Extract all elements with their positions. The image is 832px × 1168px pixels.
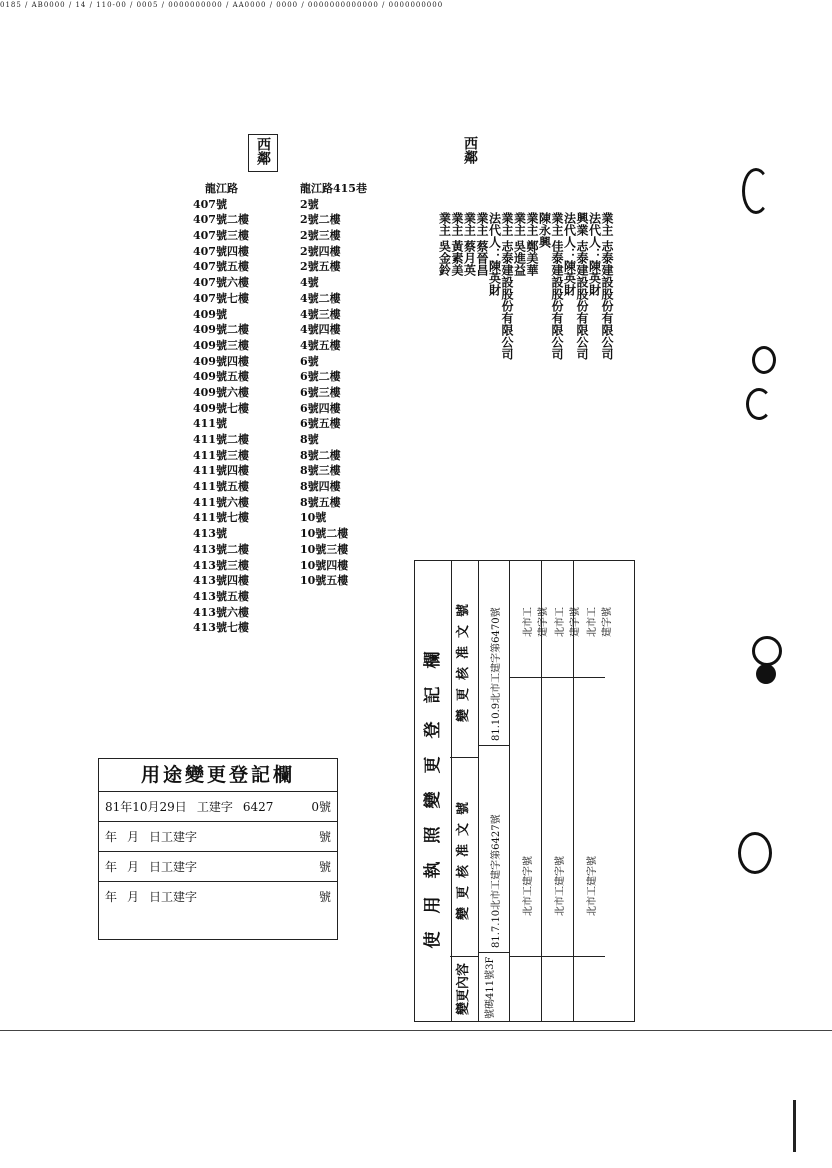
form-field-prefix: 年 [105,890,118,904]
binder-hole-mark [756,664,776,684]
table-cell: 北市工建字號 [523,607,549,637]
owner-entry: 業主 蔡晉昌 [475,212,489,277]
form-field-month: 月 [127,830,140,844]
table-cell: 號碼411號3F [479,952,509,1021]
col-header: 變更核准文號 [450,757,478,956]
address-entry: 10號五樓 [300,574,349,588]
address-entry: 8號二樓 [300,448,341,462]
owner-entry: 業主 黃素美 [450,212,464,277]
address-entry: 407號二樓 [193,213,249,227]
address-entry: 407號四樓 [193,244,249,258]
form-field-suffix: 0號 [311,800,331,814]
scan-mark [793,1100,796,1152]
address-entry: 409號三樓 [193,338,249,352]
address-entry: 6號三樓 [300,385,341,399]
form-field-prefix: 81年10月29日 [105,800,187,814]
address-entry: 6號五樓 [300,417,341,431]
address-entry: 409號 [193,307,227,321]
list-header: 龍江路 [205,182,238,195]
neighbor-tag-text: 西鄰 [255,137,271,165]
owner-entry: 業主 蔡月英 [462,212,477,277]
owner-entry: 興業 志泰建設股份有限公司 [575,212,589,361]
table-row [574,561,613,1021]
address-entry: 4號 [300,276,319,290]
address-entry: 6號四樓 [300,401,341,415]
neighbor-tag-left [248,134,278,172]
owner-entry: 業主 志泰建設股份有限公司 [500,212,514,361]
address-entry: 407號七樓 [193,291,249,305]
address-entry: 8號 [300,433,319,446]
owner-entry: 法代人：陳英財 [487,212,502,296]
table-row [510,561,549,1021]
neighbor-tag-right [460,136,484,168]
table-cell: 北市工建字號 [542,677,573,956]
form-field-mid: 日工建字 [149,890,198,904]
form-row [99,822,337,852]
usage-change-form [98,758,338,940]
address-list-longjiang [193,181,249,635]
form-field-mid: 工建字 [196,800,233,814]
address-entry: 4號三樓 [300,307,341,321]
address-entry: 10號三樓 [300,542,349,556]
header-strip: 0185 / AB0000 / 14 / 110-00 / 0005 / 0000000000 / AA0000 / 0000 / 0000000000000 / 0000000000 [0,1,444,9]
owner-entry: 陳永興 [537,212,552,248]
address-entry: 413號五樓 [193,589,249,603]
address-entry: 413號 [193,527,227,541]
form-row [99,852,337,882]
binder-hole-mark [746,388,772,420]
owner-entry: 法代人：陳英財 [562,212,577,296]
table-cell [510,956,541,1021]
owner-entry: 業主 吳進益 [512,212,527,277]
address-entry: 407號五樓 [193,260,249,274]
address-entry: 407號六樓 [193,276,249,290]
address-entry: 2號二樓 [300,213,341,227]
address-list-lane415 [300,181,367,588]
owner-entries [438,212,613,512]
col-header: 變更核准文號 [456,596,471,723]
table-cell: 81.10.9北市工建字第6470號 [491,607,502,741]
address-entry: 8號五樓 [300,495,341,509]
table-title: 使用執照變更登記欄 [414,560,452,1022]
owner-entry: 業主 佳泰建設股份有限公司 [550,212,564,361]
address-entry: 411號 [193,417,227,431]
form-field-mid: 日工建字 [149,830,198,844]
address-entry: 411號五樓 [193,480,249,494]
address-entry: 10號二樓 [300,527,349,541]
list-header: 龍江路415巷 [300,182,367,195]
address-entry: 413號六樓 [193,605,249,619]
address-entry: 2號四樓 [300,244,341,258]
address-entry: 407號 [193,197,227,211]
owner-entry: 法代人：陳英財 [587,212,602,296]
form-row [99,792,337,822]
address-entry: 413號四樓 [193,574,249,588]
address-entry: 411號四樓 [193,464,249,478]
table-cell: 81.7.10北市工建字第6427號 [479,745,509,952]
address-entry: 409號七樓 [193,401,249,415]
owner-list [437,212,614,512]
table-cell [542,956,573,1021]
address-entry: 4號四樓 [300,323,341,337]
owner-entry: 業主 志泰建設股份有限公司 [600,212,614,361]
binder-hole-mark [738,832,772,874]
form-field-prefix: 年 [105,830,118,844]
form-field-month: 月 [127,890,140,904]
address-column-1 [193,197,249,635]
binder-hole-mark [752,346,776,374]
address-entry: 8號三樓 [300,464,341,478]
address-entry: 6號二樓 [300,370,341,384]
owner-entry: 業主 鄭美華 [525,212,539,277]
address-column-2 [300,197,367,588]
address-entry: 409號二樓 [193,323,249,337]
scan-edge-line [0,1030,832,1031]
address-entry: 411號六樓 [193,495,249,509]
address-entry: 409號四樓 [193,354,249,368]
address-entry: 8號四樓 [300,480,341,494]
address-entry: 2號 [300,197,319,211]
table-cell: 北市工建字號 [574,677,605,956]
address-entry: 413號二樓 [193,542,249,556]
table-cell: 北市工建字號 [555,607,581,637]
neighbor-tag-text: 西鄰 [462,136,478,164]
address-entry: 2號五樓 [300,260,341,274]
address-entry: 4號二樓 [300,291,341,305]
address-entry: 411號三樓 [193,448,249,462]
address-entry: 4號五樓 [300,338,341,352]
address-entry: 413號七樓 [193,621,249,635]
form-field-prefix: 年 [105,860,118,874]
table-row [542,561,581,1021]
form-field-mid: 日工建字 [149,860,198,874]
address-entry: 2號三樓 [300,229,341,243]
address-entry: 409號五樓 [193,370,249,384]
permit-change-table [414,562,634,1022]
form-row [99,882,337,911]
table-cell: 北市工建字號 [510,677,541,956]
form-field-month: 月 [127,860,140,874]
form-field-suffix: 號 [318,830,331,844]
binder-hole-mark [742,168,770,214]
binder-hole-mark [752,636,782,666]
form-field-num: 6427 [242,799,274,814]
table-cell [574,956,605,1021]
address-entry: 413號三樓 [193,558,249,572]
table-cell: 北市工建字號 [587,607,613,637]
address-entry: 411號二樓 [193,433,249,446]
address-entry: 411號七樓 [193,511,249,525]
address-entry: 6號 [300,354,319,368]
address-entry: 10號四樓 [300,558,349,572]
address-entry: 10號 [300,511,327,525]
form-field-suffix: 號 [318,890,331,904]
address-entry: 409號六樓 [193,385,249,399]
owner-entry: 業主 吳金鈴 [437,212,452,277]
form-field-suffix: 號 [318,860,331,874]
col-header: 變更內容 [450,956,478,1021]
form-title: 用途變更登記欄 [99,759,337,792]
address-entry: 407號三樓 [193,229,249,243]
